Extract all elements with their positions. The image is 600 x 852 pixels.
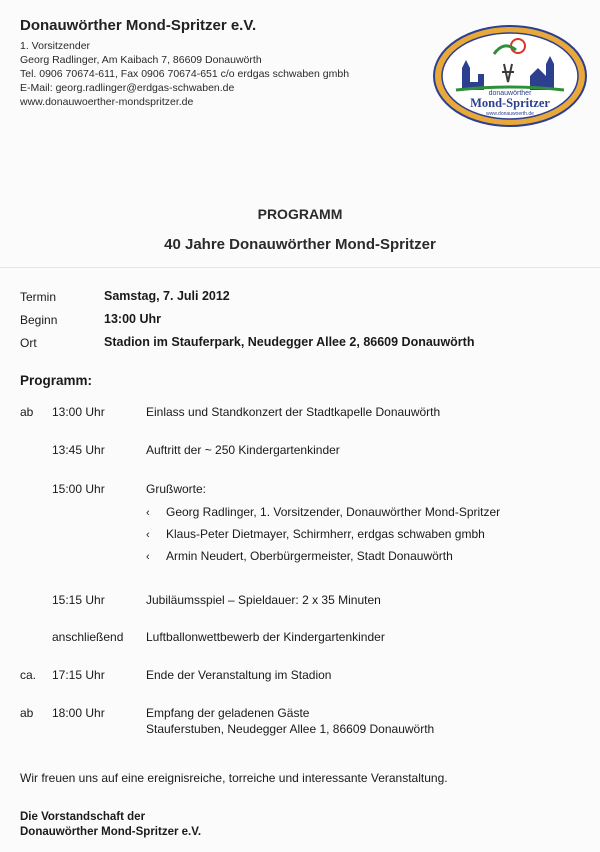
logo-url-text: www.donauwoerth.de [486, 111, 534, 117]
program-prefix: ab [20, 706, 34, 720]
program-time: 17:15 Uhr [52, 668, 105, 682]
header-line-website: www.donauwoerther-mondspritzer.de [20, 96, 194, 108]
program-time: 15:00 Uhr [52, 482, 105, 496]
meta-label-termin: Termin [20, 290, 57, 304]
page-title: PROGRAMM [257, 206, 343, 222]
org-name: Donauwörther Mond-Spritzer e.V. [20, 17, 257, 34]
mond-spritzer-logo-icon [432, 24, 588, 128]
greeting-text: Armin Neudert, Oberbürgermeister, Stadt Donauwörth [166, 549, 453, 563]
program-desc: Luftballonwettbewerb der Kindergartenkinder [146, 630, 385, 644]
program-desc: Einlass und Standkonzert der Stadtkapelle Donauwörth [146, 405, 441, 419]
program-desc: Ende der Veranstaltung im Stadion [146, 668, 332, 682]
program-desc: Auftritt der ~ 250 Kindergartenkinder [146, 443, 340, 457]
arrow-bullet-icon: ‹ [146, 507, 150, 519]
closing-text: Wir freuen uns auf eine ereignisreiche, torreiche und interessante Veranstaltung. [20, 771, 448, 785]
header-line-role: 1. Vorsitzender [20, 40, 91, 52]
meta-value-beginn: 13:00 Uhr [104, 312, 161, 326]
club-logo [432, 24, 588, 128]
program-desc: Jubiläumsspiel – Spieldauer: 2 x 35 Minuten [146, 593, 381, 607]
header-line-address: Georg Radlinger, Am Kaibach 7, 86609 Donauwörth [20, 54, 262, 66]
meta-label-ort: Ort [20, 336, 37, 350]
greeting-item [146, 549, 453, 563]
greeting-item [146, 527, 485, 541]
program-prefix: ab [20, 405, 34, 419]
program-time: 18:00 Uhr [52, 706, 105, 720]
signature-line1: Die Vorstandschaft der [20, 811, 146, 823]
meta-label-beginn: Beginn [20, 313, 58, 327]
program-time: anschließend [52, 630, 124, 644]
program-prefix: ca. [20, 668, 37, 682]
program-desc: Grußworte: [146, 482, 207, 496]
greeting-text: Georg Radlinger, 1. Vorsitzender, Donauwörther Mond-Spritzer [166, 505, 501, 519]
logo-top-text: donauwörther [488, 90, 532, 97]
meta-value-ort: Stadion im Stauferpark, Neudegger Allee 2, 86609 Donauwörth [104, 335, 475, 349]
meta-value-termin: Samstag, 7. Juli 2012 [104, 289, 230, 303]
program-desc: Empfang der geladenen Gäste [146, 706, 310, 720]
program-heading: Programm: [20, 373, 93, 388]
arrow-bullet-icon: ‹ [146, 551, 150, 563]
reception-venue: Stauferstuben, Neudegger Allee 1, 86609 Donauwörth [146, 722, 435, 736]
greeting-text: Klaus-Peter Dietmayer, Schirmherr, erdgas schwaben gmbh [166, 527, 485, 541]
greeting-item [146, 505, 500, 519]
page-subtitle: 40 Jahre Donauwörther Mond-Spritzer [164, 236, 436, 253]
header-line-phone: Tel. 0906 70674-611, Fax 0906 70674-651 c/o erdgas schwaben gmbh [20, 68, 350, 80]
program-time: 13:00 Uhr [52, 405, 105, 419]
header-line-email: E-Mail: georg.radlinger@erdgas-schwaben.de [20, 82, 235, 94]
program-time: 13:45 Uhr [52, 443, 105, 457]
arrow-bullet-icon: ‹ [146, 529, 150, 541]
signature-line2: Donauwörther Mond-Spritzer e.V. [20, 826, 202, 838]
logo-main-text: Mond-Spritzer [470, 96, 550, 110]
program-time: 15:15 Uhr [52, 593, 105, 607]
fold-line [0, 267, 600, 268]
